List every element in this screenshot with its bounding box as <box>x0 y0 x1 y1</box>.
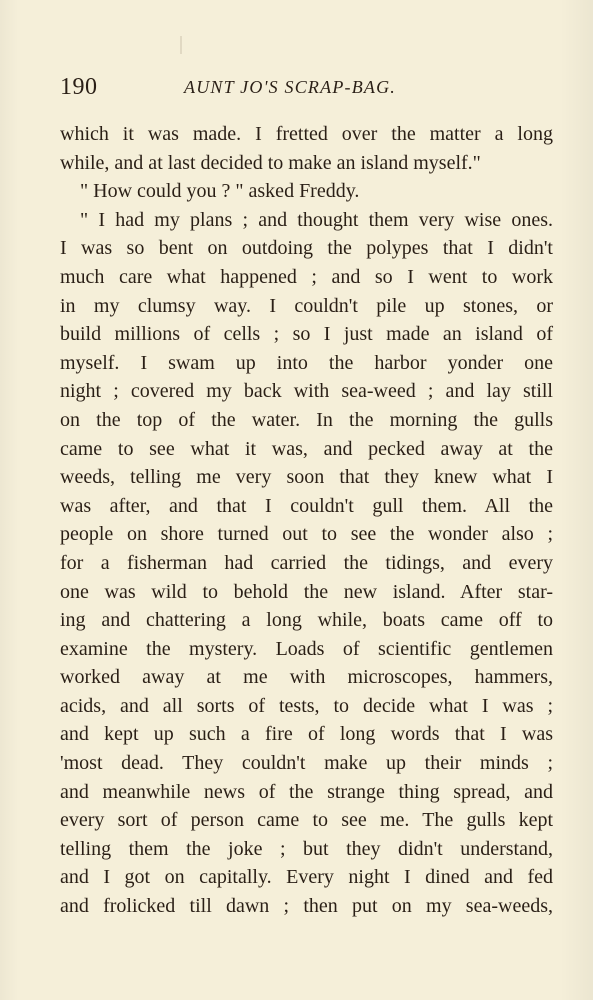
text-line: on the top of the water. In the morning the gulls <box>60 408 553 431</box>
body-text <box>60 120 553 921</box>
text-line: and kept up such a fire of long words that I was <box>60 723 553 746</box>
text-line: I was so bent on outdoing the polypes that I didn't <box>60 237 553 260</box>
text-line: was after, and that I couldn't gull them. All the <box>60 494 553 517</box>
text-line: telling them the joke ; but they didn't understand, <box>60 837 553 860</box>
text-line: worked away at me with microscopes, hammers, <box>60 666 553 689</box>
text-line: for a fisherman had carried the tidings, and every <box>60 551 553 574</box>
text-line: and I got on capitally. Every night I dined and fed <box>60 866 553 889</box>
text-line: examine the mystery. Loads of scientific gentlemen <box>60 637 553 660</box>
text-line: myself. I swam up into the harbor yonder one <box>60 351 553 374</box>
text-line: and frolicked till dawn ; then put on my sea-weeds, <box>60 895 553 918</box>
text-line: and meanwhile news of the strange thing spread, and <box>60 780 553 803</box>
text-line: night ; covered my back with sea-weed ; and lay still <box>60 380 553 403</box>
text-line: one was wild to behold the new island. After star- <box>60 580 553 603</box>
running-head <box>60 74 540 104</box>
running-title: AUNT JO'S SCRAP-BAG. <box>184 77 396 97</box>
text-line: came to see what it was, and pecked away at the <box>60 437 553 460</box>
text-line: people on shore turned out to see the wonder also ; <box>60 523 553 546</box>
text-line: build millions of cells ; so I just made an island of <box>60 323 553 346</box>
text-line: " I had my plans ; and thought them very wise ones. <box>80 208 553 231</box>
text-line: acids, and all sorts of tests, to decide what I was ; <box>60 694 553 717</box>
text-line: in my clumsy way. I couldn't pile up stones, or <box>60 294 553 317</box>
text-line: ing and chattering a long while, boats came off to <box>60 609 553 632</box>
page-number: 190 <box>60 74 98 100</box>
page-mark <box>180 36 182 54</box>
text-line: much care what happened ; and so I went to work <box>60 265 553 288</box>
text-line: weeds, telling me very soon that they knew what I <box>60 466 553 489</box>
text-line: while, and at last decided to make an island myself." <box>60 151 481 174</box>
text-line: every sort of person came to see me. The gulls kept <box>60 809 553 832</box>
text-line: 'most dead. They couldn't make up their minds ; <box>60 752 553 775</box>
text-line: which it was made. I fretted over the matter a long <box>60 123 553 145</box>
text-line: " How could you ? " asked Freddy. <box>80 180 360 203</box>
